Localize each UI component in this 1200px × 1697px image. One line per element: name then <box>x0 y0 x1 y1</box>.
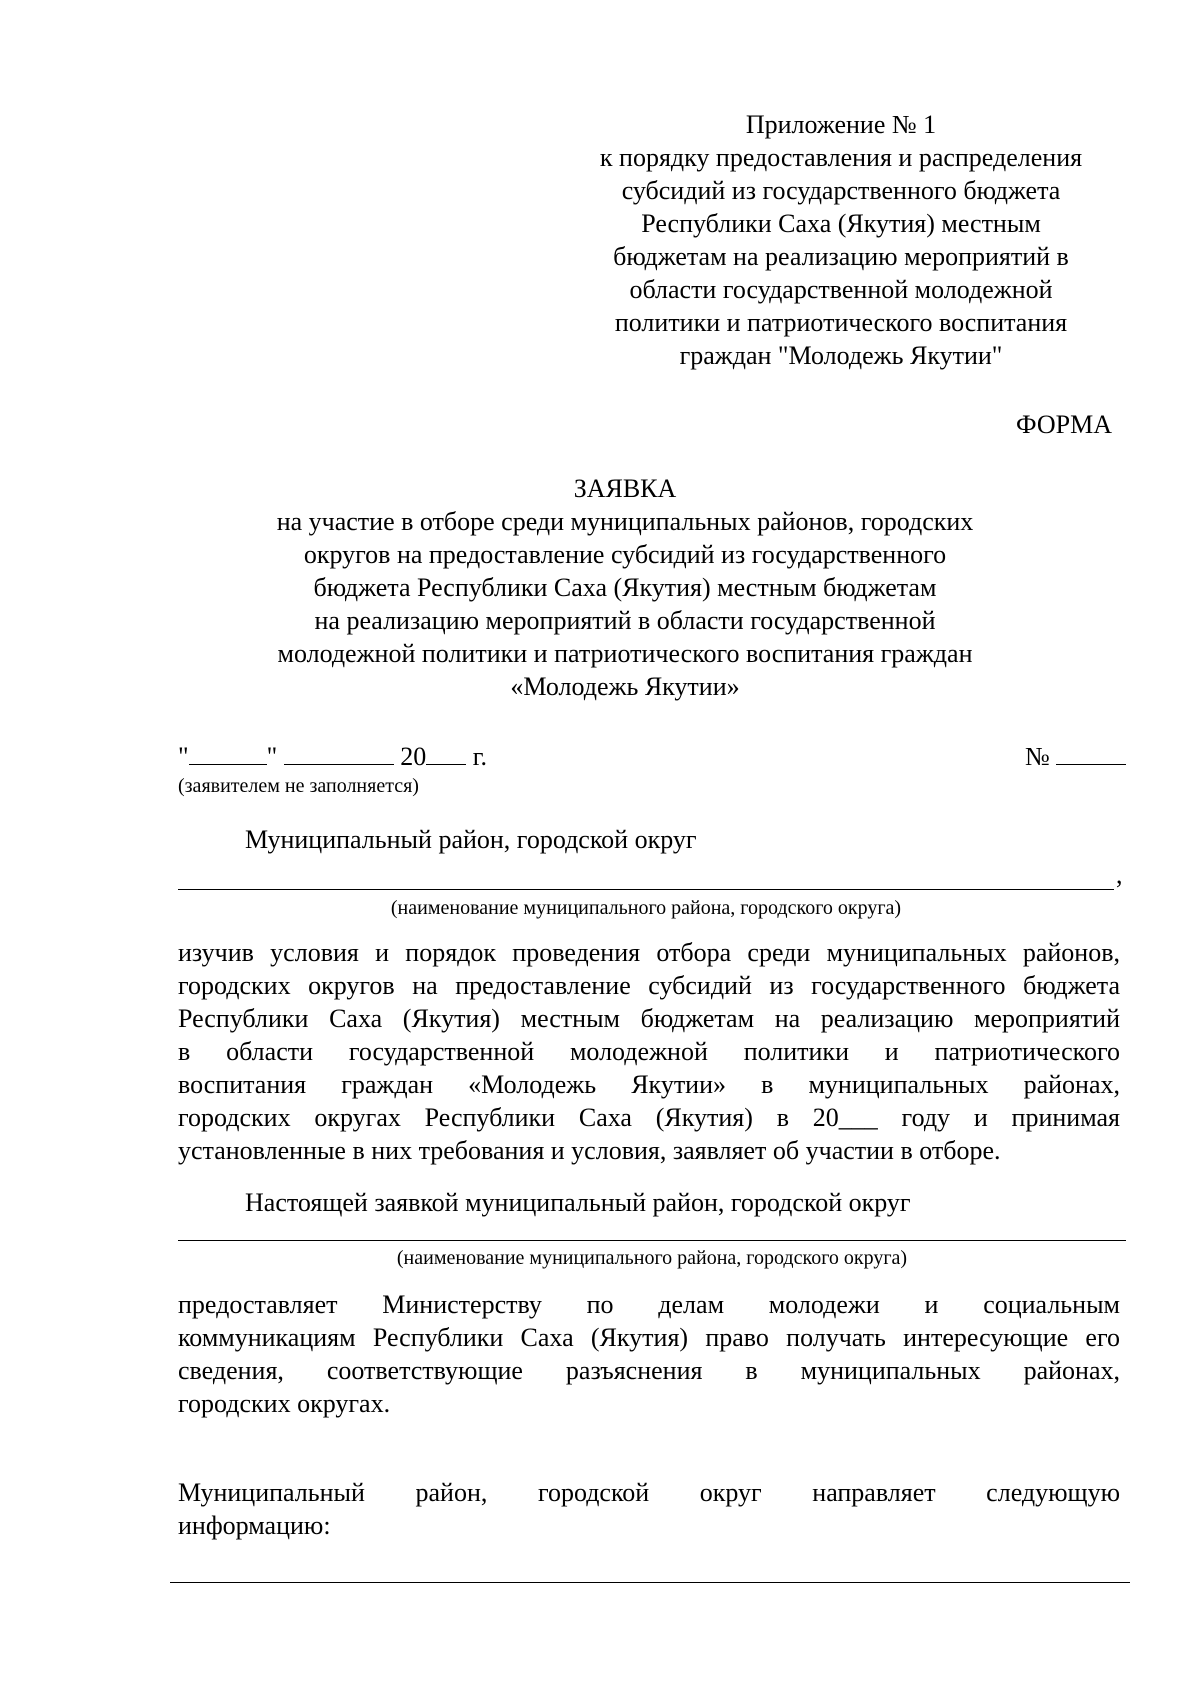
appendix-line: бюджетам на реализацию мероприятий в <box>613 242 1069 271</box>
section1-name-line[interactable] <box>178 889 1114 890</box>
request-subtitle-line: бюджета Республики Саха (Якутия) местным бюджетам <box>313 573 937 602</box>
day-blank[interactable] <box>189 740 267 765</box>
section1-label: Муниципальный район, городской округ <box>245 825 697 854</box>
paragraph-line: Муниципальный район, городской округ направляет следующую <box>178 1478 1120 1507</box>
appendix-line: политики и патриотического воспитания <box>614 308 1068 337</box>
paragraph-line: городских округах. <box>178 1389 391 1418</box>
bottom-rule <box>170 1582 1130 1583</box>
paragraph-line: Республики Саха (Якутия) местным бюджетам на реализацию мероприятий <box>178 1004 1120 1033</box>
request-title-block <box>175 472 1075 703</box>
quote-open: " <box>178 742 189 771</box>
appendix-line: области государственной молодежной <box>629 275 1053 304</box>
appendix-line: к порядку предоставления и распределения <box>599 143 1083 172</box>
paragraph-line: городских округах Республики Саха (Якутия) в 20___ году и принимая <box>178 1103 1120 1132</box>
section2-paragraph <box>178 1288 1120 1420</box>
month-blank[interactable] <box>284 740 394 765</box>
paragraph-line: в области государственной молодежной политики и патриотического <box>178 1037 1120 1066</box>
section3-paragraph <box>178 1476 1120 1542</box>
section2-name-line[interactable] <box>178 1240 1126 1241</box>
paragraph-line: воспитания граждан «Молодежь Якутии» в муниципальных районах, <box>178 1070 1120 1099</box>
paragraph-line: городских округов на предоставление субсидий из государственного бюджета <box>178 971 1120 1000</box>
number-field <box>1025 740 1126 773</box>
appendix-line: Республики Саха (Якутия) местным <box>641 209 1041 238</box>
request-subtitle-line: молодежной политики и патриотического воспитания граждан <box>277 639 973 668</box>
request-subtitle-line: на участие в отборе среди муниципальных районов, городских <box>276 507 974 536</box>
request-subtitle-line: округов на предоставление субсидий из государственного <box>303 540 947 569</box>
section1-line-end: , <box>1116 860 1123 889</box>
date-note: (заявителем не заполняется) <box>178 775 419 797</box>
section2-label: Настоящей заявкой муниципальный район, городской округ <box>245 1188 911 1217</box>
paragraph-line: установленные в них требования и условия, заявляет об участии в отборе. <box>178 1136 1001 1165</box>
number-blank[interactable] <box>1056 740 1126 765</box>
date-field <box>178 740 487 773</box>
paragraph-line: коммуникациям Республики Саха (Якутия) право получать интересующие его <box>178 1323 1120 1352</box>
section1-paragraph <box>178 936 1120 1167</box>
section1-caption: (наименование муниципального района, городского округа) <box>390 897 902 919</box>
request-subtitle-line: «Молодежь Якутии» <box>510 672 740 701</box>
paragraph-line: сведения, соответствующие разъяснения в муниципальных районах, <box>178 1356 1120 1385</box>
paragraph-line: предоставляет Министерству по делам молодежи и социальным <box>178 1290 1120 1319</box>
number-sign: № <box>1025 742 1050 771</box>
appendix-line: Приложение № 1 <box>745 110 937 139</box>
request-title: ЗАЯВКА <box>573 474 677 503</box>
paragraph-line: информацию: <box>178 1511 331 1540</box>
form-label: ФОРМА <box>1016 410 1112 439</box>
quote-close: " <box>266 742 278 771</box>
request-subtitle-line: на реализацию мероприятий в области государственной <box>314 606 936 635</box>
year-suffix: г. <box>472 742 487 771</box>
year-blank[interactable] <box>426 740 466 765</box>
appendix-header <box>570 108 1112 372</box>
appendix-line: субсидий из государственного бюджета <box>621 176 1061 205</box>
section2-caption: (наименование муниципального района, городского округа) <box>396 1247 908 1269</box>
appendix-line: граждан "Молодежь Якутии" <box>679 341 1003 370</box>
paragraph-line: изучив условия и порядок проведения отбора среди муниципальных районов, <box>178 938 1120 967</box>
year-prefix: 20 <box>400 742 427 771</box>
